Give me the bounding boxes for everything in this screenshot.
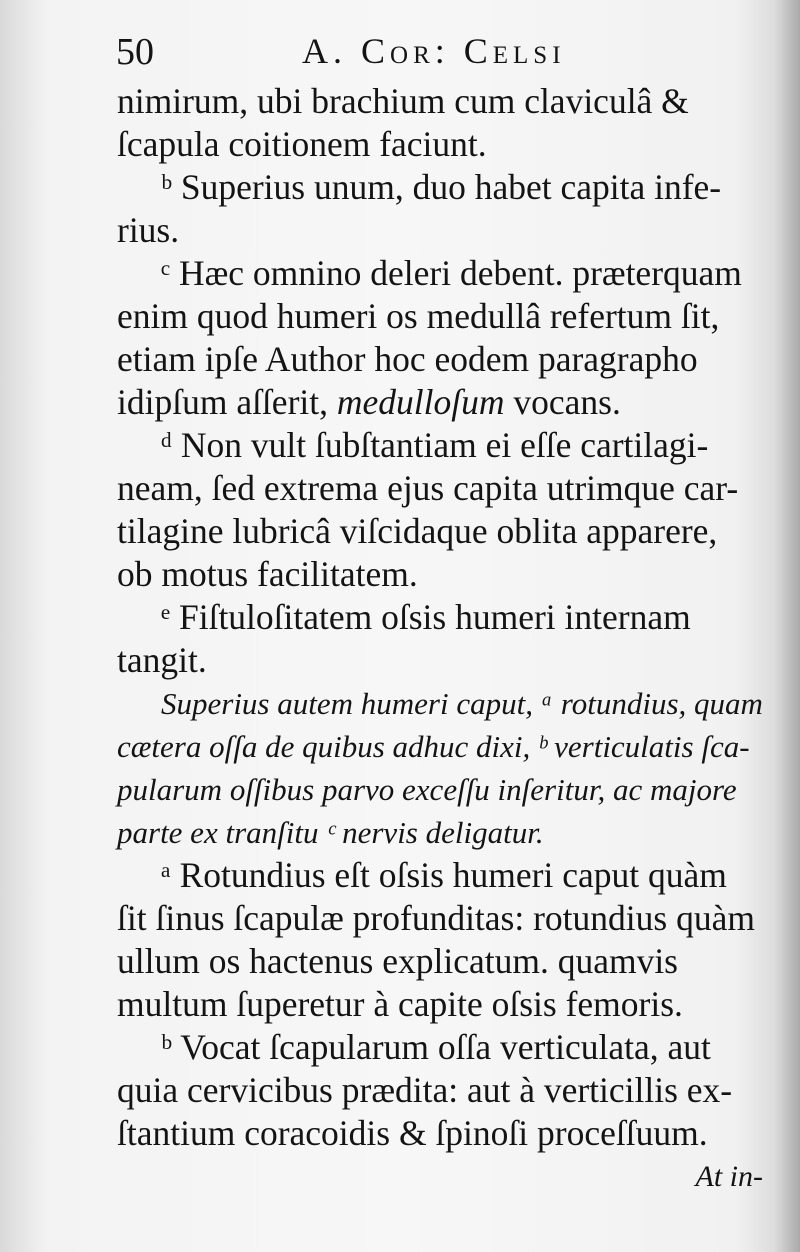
text-line: multum ſuperetur à capite oſsis femoris. bbox=[117, 984, 683, 1024]
text-span: idipſum aſſerit, bbox=[117, 382, 337, 422]
text-line: quia cervicibus prædita: aut à verticillis ex- bbox=[117, 1070, 733, 1110]
text-span: vocans. bbox=[504, 382, 621, 422]
text-line: tangit. bbox=[117, 640, 207, 680]
text-line: enim quod humeri os medullâ refertum ſit, bbox=[117, 296, 720, 336]
catchword: At in- bbox=[695, 1160, 763, 1193]
quote-line: cætera oſſa de quibus adhuc dixi, ᵇ verticulatis ſca- bbox=[117, 729, 750, 764]
note-b-line: ᵇ Vocat ſcapularum oſſa verticulata, aut bbox=[161, 1027, 711, 1067]
text-line: etiam ipſe Author hoc eodem paragrapho bbox=[117, 339, 698, 379]
text-line: nimirum, ubi brachium cum claviculâ & bbox=[117, 81, 689, 121]
running-title: A. Cor: Celsi bbox=[302, 31, 566, 71]
body-text bbox=[117, 80, 763, 1198]
text-line: tilagine lubricâ viſcidaque oblita apparere, bbox=[117, 511, 718, 551]
text-line: ſtantium coracoidis & ſpinoſi proceſſuum. bbox=[117, 1113, 708, 1153]
note-d-line: ᵈ Non vult ſubſtantiam ei eſſe cartilagi- bbox=[161, 425, 709, 465]
text-line: ſit ſinus ſcapulæ profunditas: rotundius quàm bbox=[117, 898, 755, 938]
note-b-line: ᵇ Superius unum, duo habet capita infe- bbox=[161, 167, 722, 207]
note-c-line: ᶜ Hæc omnino deleri debent. præterquam bbox=[161, 253, 742, 293]
italic-word: medulloſum bbox=[336, 382, 505, 422]
note-a-line: ᵃ Rotundius eſt oſsis humeri caput quàm bbox=[161, 855, 727, 895]
text-line: rius. bbox=[117, 210, 180, 250]
quote-line: pularum oſſibus parvo exceſſu inſeritur, ac majore bbox=[117, 772, 737, 807]
quote-line: Superius autem humeri caput, ᵃ rotundius, quam bbox=[161, 686, 763, 721]
text-line: neam, ſed extrema ejus capita utrimque car- bbox=[117, 468, 739, 508]
quote-line: parte ex tranſitu ᶜ nervis deligatur. bbox=[117, 815, 544, 850]
note-e-line: ᵉ Fiſtuloſitatem oſsis humeri internam bbox=[161, 597, 691, 637]
celsus-quotation bbox=[117, 682, 763, 854]
text-line: ullum os hactenus explicatum. quamvis bbox=[117, 941, 678, 981]
page-number: 50 bbox=[116, 31, 154, 73]
text-line bbox=[117, 381, 763, 424]
page-header bbox=[116, 28, 756, 74]
text-line: ob motus facilitatem. bbox=[117, 554, 418, 594]
text-line: ſcapula coitionem faciunt. bbox=[117, 124, 487, 164]
